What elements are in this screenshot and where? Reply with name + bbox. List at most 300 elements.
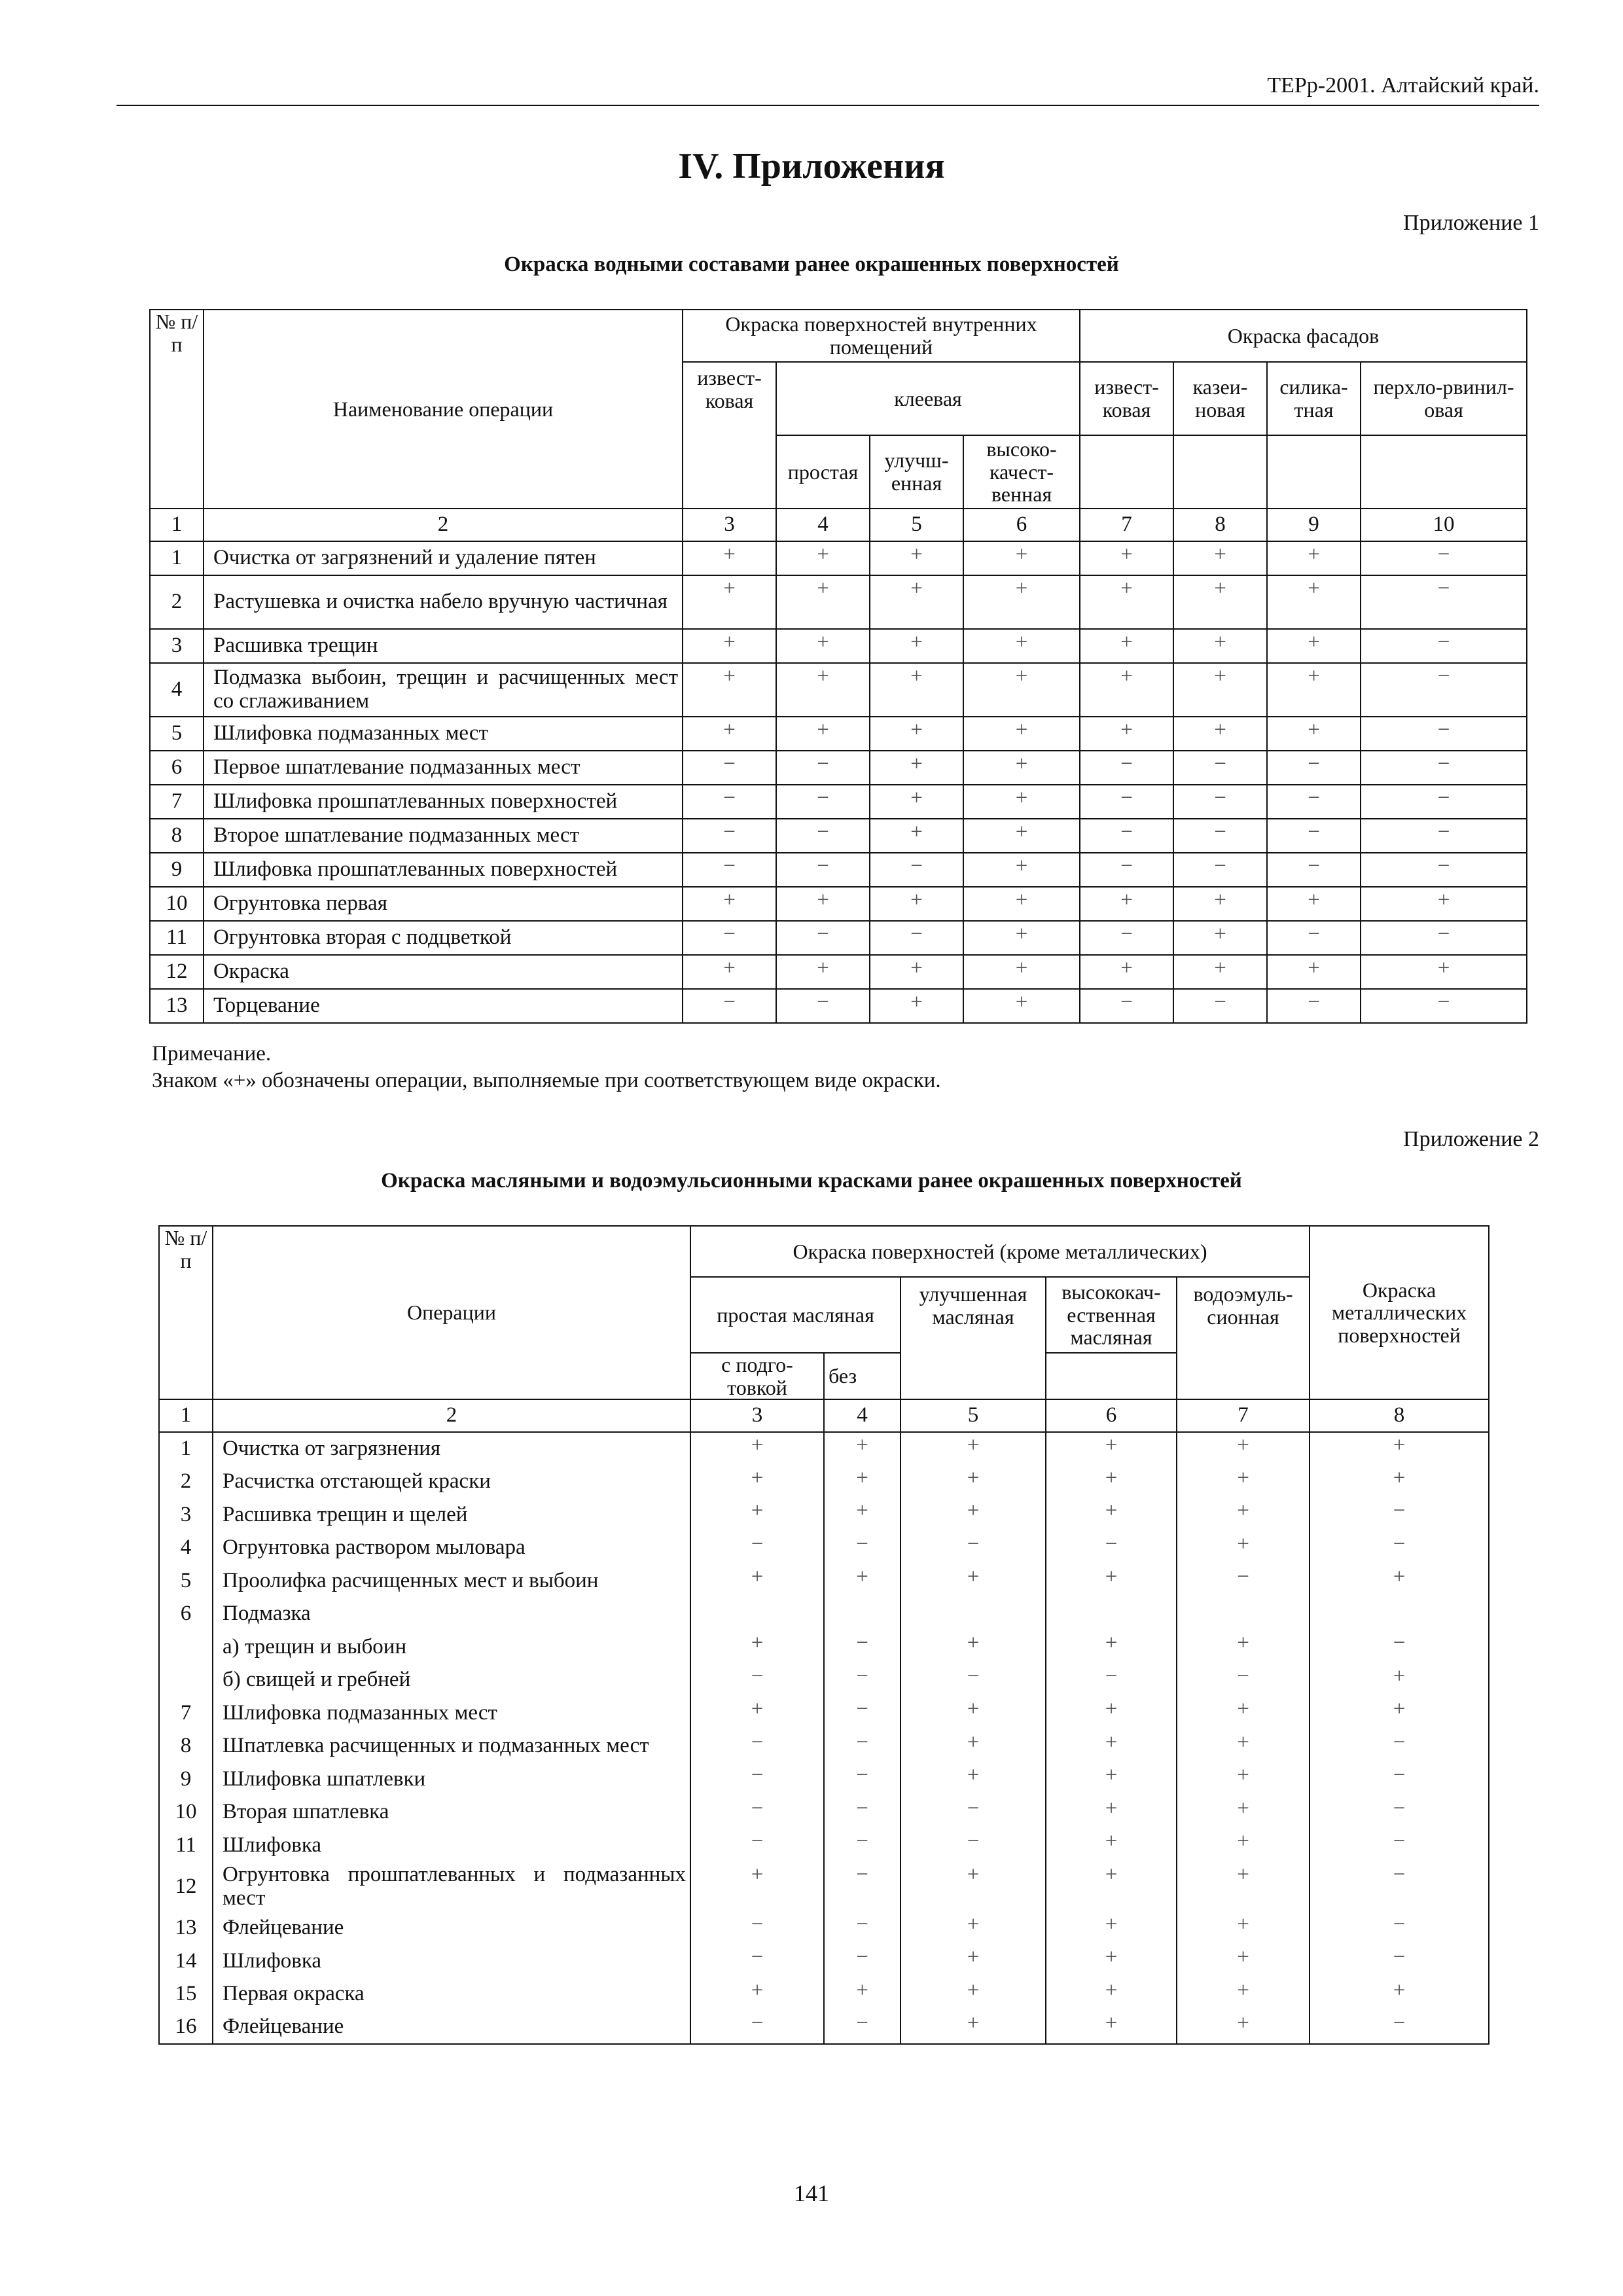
applicability-mark: + <box>870 629 963 663</box>
applicability-mark: + <box>1173 541 1267 575</box>
operations-header: Операции <box>213 1226 690 1399</box>
appendix-2-label: Приложение 2 <box>1403 1127 1539 1151</box>
improved-oil-header: улучшенная масляная <box>901 1277 1046 1399</box>
operation-name: Шлифовка подмазанных мест <box>213 1696 690 1730</box>
applicability-mark: − <box>776 853 870 887</box>
operation-name: Окраска <box>204 955 683 989</box>
applicability-mark: + <box>776 887 870 921</box>
applicability-mark: + <box>963 955 1080 989</box>
table-row <box>150 541 1527 575</box>
applicability-mark: + <box>1267 541 1361 575</box>
applicability-mark: + <box>1177 1945 1310 1978</box>
applicability-mark: + <box>901 1730 1046 1763</box>
applicability-mark: + <box>1310 1432 1489 1465</box>
applicability-mark <box>1046 1598 1177 1631</box>
applicability-mark: − <box>901 1796 1046 1829</box>
table-row <box>159 1796 1489 1829</box>
column-number: 3 <box>683 509 776 541</box>
applicability-mark: − <box>1310 1630 1489 1664</box>
applicability-mark: + <box>690 1432 824 1465</box>
table-row <box>150 921 1527 955</box>
applicability-mark: − <box>1267 785 1361 819</box>
table-row <box>159 1862 1489 1912</box>
applicability-mark: − <box>683 921 776 955</box>
applicability-mark: + <box>1177 1432 1310 1465</box>
empty-cell <box>1046 1353 1177 1399</box>
applicability-mark: + <box>901 1564 1046 1598</box>
applicability-mark: − <box>1177 1664 1310 1697</box>
applicability-mark: + <box>870 819 963 853</box>
high-oil-header: высококач-ественная масляная <box>1046 1277 1177 1353</box>
operation-name: Шлифовка <box>213 1829 690 1862</box>
row-number: 12 <box>150 955 204 989</box>
applicability-mark: + <box>901 1432 1046 1465</box>
applicability-mark: + <box>870 575 963 629</box>
applicability-mark: + <box>1267 575 1361 629</box>
applicability-mark: + <box>901 1630 1046 1664</box>
applicability-mark: + <box>963 751 1080 785</box>
row-number: 4 <box>159 1532 213 1565</box>
column-number: 10 <box>1361 509 1527 541</box>
table-row <box>150 853 1527 887</box>
improved-header: улучш-енная <box>870 435 963 509</box>
applicability-mark: − <box>690 1796 824 1829</box>
row-number: 9 <box>150 853 204 887</box>
column-number: 6 <box>1046 1399 1177 1432</box>
column-number: 2 <box>213 1399 690 1432</box>
table-row <box>159 1696 1489 1730</box>
operation-name: Шлифовка подмазанных мест <box>204 717 683 751</box>
appendix-1-title: Окраска водными составами ранее окрашенных поверхностей <box>504 253 1119 276</box>
applicability-mark: + <box>1046 2011 1177 2044</box>
applicability-mark: + <box>1177 1630 1310 1664</box>
applicability-mark: + <box>1046 1796 1177 1829</box>
row-number: 3 <box>159 1498 213 1532</box>
applicability-mark: + <box>963 785 1080 819</box>
applicability-mark: + <box>1046 1912 1177 1945</box>
column-number: 1 <box>150 509 204 541</box>
operation-name: Флейцевание <box>213 2011 690 2044</box>
header-rule <box>116 105 1539 106</box>
applicability-mark: − <box>1310 2011 1489 2044</box>
applicability-mark: + <box>963 853 1080 887</box>
applicability-mark: + <box>776 663 870 717</box>
row-number: 1 <box>159 1432 213 1465</box>
applicability-mark: + <box>776 541 870 575</box>
operation-name: Очистка от загрязнения <box>213 1432 690 1465</box>
applicability-mark: + <box>1177 1696 1310 1730</box>
empty-cell <box>1080 435 1173 509</box>
applicability-mark: − <box>824 1664 901 1697</box>
applicability-mark: − <box>1310 1763 1489 1796</box>
applicability-mark: − <box>1046 1532 1177 1565</box>
applicability-mark: + <box>683 717 776 751</box>
applicability-mark: + <box>1173 887 1267 921</box>
applicability-mark: − <box>1173 751 1267 785</box>
applicability-mark: + <box>1046 1763 1177 1796</box>
applicability-mark <box>1310 1598 1489 1631</box>
applicability-mark: + <box>690 1564 824 1598</box>
applicability-mark: + <box>1310 1978 1489 2011</box>
operation-name: Расшивка трещин и щелей <box>213 1498 690 1532</box>
applicability-mark: − <box>901 1664 1046 1697</box>
row-number: 15 <box>159 1978 213 2011</box>
applicability-mark: − <box>1361 989 1527 1023</box>
applicability-mark: + <box>870 751 963 785</box>
operation-name: Растушевка и очистка набело вручную частичная <box>204 575 683 629</box>
applicability-mark: + <box>1173 717 1267 751</box>
column-number-row <box>159 1399 1489 1432</box>
applicability-mark: − <box>776 989 870 1023</box>
row-number: 7 <box>150 785 204 819</box>
row-number: 8 <box>159 1730 213 1763</box>
row-number: 3 <box>150 629 204 663</box>
operation-name: Шпатлевка расчищенных и подмазанных мест <box>213 1730 690 1763</box>
water-emulsion-header: водоэмуль-сионная <box>1177 1277 1310 1399</box>
table-row <box>150 785 1527 819</box>
casein-header: казеи-новая <box>1173 362 1267 435</box>
applicability-mark: + <box>901 1498 1046 1532</box>
applicability-mark: + <box>690 1696 824 1730</box>
column-number: 4 <box>824 1399 901 1432</box>
applicability-mark: − <box>1173 819 1267 853</box>
row-number: 6 <box>150 751 204 785</box>
applicability-mark: + <box>1177 2011 1310 2044</box>
with-prep-header: с подго-товкой <box>690 1353 824 1399</box>
applicability-mark: + <box>1177 1796 1310 1829</box>
applicability-mark: − <box>1361 853 1527 887</box>
operation-name: Шлифовка прошпатлеванных поверхностей <box>204 785 683 819</box>
applicability-mark: + <box>1046 1862 1177 1912</box>
row-number: 10 <box>150 887 204 921</box>
operation-name: Второе шпатлевание подмазанных мест <box>204 819 683 853</box>
applicability-mark: + <box>901 1763 1046 1796</box>
column-number: 8 <box>1310 1399 1489 1432</box>
applicability-mark: + <box>1080 955 1173 989</box>
applicability-mark: + <box>1267 955 1361 989</box>
applicability-mark: − <box>824 1730 901 1763</box>
table-row <box>159 1829 1489 1862</box>
applicability-mark: + <box>1080 541 1173 575</box>
table-row <box>159 1630 1489 1664</box>
row-number: 8 <box>150 819 204 853</box>
operation-name: Огрунтовка раствором мыловара <box>213 1532 690 1565</box>
applicability-mark: − <box>1361 785 1527 819</box>
row-number: 2 <box>150 575 204 629</box>
applicability-mark: − <box>824 1829 901 1862</box>
num-header: № п/п <box>159 1226 213 1399</box>
applicability-mark: − <box>1361 575 1527 629</box>
applicability-mark: − <box>1080 921 1173 955</box>
applicability-mark: − <box>1310 1498 1489 1532</box>
applicability-mark: + <box>824 1465 901 1499</box>
applicability-mark: + <box>1267 717 1361 751</box>
table-row <box>150 955 1527 989</box>
operation-name: Очистка от загрязнений и удаление пятен <box>204 541 683 575</box>
applicability-mark: + <box>690 1465 824 1499</box>
applicability-mark: + <box>1177 1978 1310 2011</box>
applicability-mark <box>824 1598 901 1631</box>
applicability-mark: + <box>870 663 963 717</box>
row-number: 1 <box>150 541 204 575</box>
applicability-mark: − <box>1267 989 1361 1023</box>
operation-name: Проолифка расчищенных мест и выбоин <box>213 1564 690 1598</box>
applicability-mark: − <box>1173 853 1267 887</box>
applicability-mark: + <box>683 663 776 717</box>
empty-cell <box>1267 435 1361 509</box>
applicability-mark: + <box>901 2011 1046 2044</box>
applicability-mark: + <box>690 1630 824 1664</box>
applicability-mark: − <box>1361 921 1527 955</box>
applicability-mark: + <box>1177 1465 1310 1499</box>
applicability-mark: + <box>1361 955 1527 989</box>
applicability-mark: − <box>1310 1862 1489 1912</box>
applicability-mark: + <box>1080 663 1173 717</box>
applicability-mark: − <box>776 819 870 853</box>
note-text: Знаком «+» обозначены операции, выполняемые при соответствующем виде окраски. <box>152 1069 941 1092</box>
operation-name: Первое шпатлевание подмазанных мест <box>204 751 683 785</box>
applicability-mark: − <box>1361 751 1527 785</box>
applicability-mark: + <box>1046 1564 1177 1598</box>
operation-name: Подмазка <box>213 1598 690 1631</box>
applicability-mark: + <box>683 629 776 663</box>
applicability-mark: − <box>824 1796 901 1829</box>
applicability-mark: − <box>1080 751 1173 785</box>
applicability-mark: − <box>1267 819 1361 853</box>
applicability-mark: − <box>1173 989 1267 1023</box>
applicability-mark <box>901 1598 1046 1631</box>
applicability-mark: − <box>1267 921 1361 955</box>
table-row <box>159 1532 1489 1565</box>
applicability-mark: + <box>963 541 1080 575</box>
metal-header: Окраска металлических поверхностей <box>1310 1226 1489 1399</box>
applicability-mark: − <box>1310 1532 1489 1565</box>
table-row <box>150 819 1527 853</box>
applicability-mark: − <box>824 1912 901 1945</box>
note-title: Примечание. <box>152 1042 272 1066</box>
applicability-mark: − <box>1361 663 1527 717</box>
applicability-mark: + <box>1080 575 1173 629</box>
applicability-mark: + <box>1310 1664 1489 1697</box>
lime-interior-header: извест-ковая <box>683 362 776 509</box>
column-number: 5 <box>901 1399 1046 1432</box>
row-number: 5 <box>159 1564 213 1598</box>
applicability-mark: + <box>870 989 963 1023</box>
applicability-mark: + <box>901 1862 1046 1912</box>
applicability-mark: − <box>1310 1912 1489 1945</box>
column-number: 2 <box>204 509 683 541</box>
table-row <box>150 887 1527 921</box>
applicability-mark: − <box>824 1532 901 1565</box>
table-row <box>150 717 1527 751</box>
row-number: 13 <box>150 989 204 1023</box>
applicability-mark: + <box>824 1498 901 1532</box>
applicability-mark: − <box>1080 853 1173 887</box>
applicability-mark: + <box>1080 887 1173 921</box>
applicability-mark: − <box>690 1829 824 1862</box>
applicability-mark: + <box>1177 1763 1310 1796</box>
operation-name: Шлифовка <box>213 1945 690 1978</box>
perchlorovinyl-header: перхло-рвинил-овая <box>1361 362 1527 435</box>
operation-name: Первая окраска <box>213 1978 690 2011</box>
applicability-mark: + <box>963 663 1080 717</box>
appendix-1-label: Приложение 1 <box>1403 211 1539 235</box>
applicability-mark: + <box>963 819 1080 853</box>
applicability-mark: + <box>1173 955 1267 989</box>
table-row <box>159 2011 1489 2044</box>
column-number: 7 <box>1177 1399 1310 1432</box>
applicability-mark: + <box>1046 1465 1177 1499</box>
applicability-mark: + <box>690 1978 824 2011</box>
applicability-mark: + <box>1177 1498 1310 1532</box>
operation-name: Шлифовка прошпатлеванных поверхностей <box>204 853 683 887</box>
row-number: 7 <box>159 1696 213 1730</box>
applicability-mark: − <box>776 921 870 955</box>
column-number-row <box>150 509 1527 541</box>
applicability-mark: − <box>1177 1564 1310 1598</box>
glue-header: клеевая <box>776 362 1080 435</box>
appendix-1-table <box>149 309 1527 1024</box>
applicability-mark: − <box>690 1763 824 1796</box>
applicability-mark: − <box>824 1630 901 1664</box>
applicability-mark: + <box>690 1498 824 1532</box>
applicability-mark: + <box>1267 663 1361 717</box>
applicability-mark: − <box>690 1912 824 1945</box>
column-number: 4 <box>776 509 870 541</box>
without-header: без <box>824 1353 901 1399</box>
column-number: 9 <box>1267 509 1361 541</box>
empty-cell <box>1173 435 1267 509</box>
appendix-2-table <box>158 1225 1489 2045</box>
applicability-mark: + <box>870 541 963 575</box>
lime-facade-header: извест-ковая <box>1080 362 1173 435</box>
applicability-mark: − <box>690 1532 824 1565</box>
interior-header: Окраска поверхностей внутренних помещений <box>683 310 1080 362</box>
row-number: 13 <box>159 1912 213 1945</box>
nonmetal-header: Окраска поверхностей (кроме металлических) <box>690 1226 1310 1277</box>
applicability-mark: + <box>1173 575 1267 629</box>
table-row <box>159 1978 1489 2011</box>
applicability-mark: + <box>1046 1630 1177 1664</box>
applicability-mark: + <box>963 921 1080 955</box>
applicability-mark: + <box>1177 1730 1310 1763</box>
applicability-mark: − <box>824 1862 901 1912</box>
column-number: 1 <box>159 1399 213 1432</box>
operation-name: Огрунтовка первая <box>204 887 683 921</box>
row-number: 9 <box>159 1763 213 1796</box>
table-row <box>159 1763 1489 1796</box>
table-row <box>150 663 1527 717</box>
page-number: 141 <box>794 2180 829 2206</box>
applicability-mark: + <box>690 1862 824 1912</box>
applicability-mark <box>1177 1598 1310 1631</box>
row-number: 16 <box>159 2011 213 2044</box>
applicability-mark: + <box>1361 887 1527 921</box>
row-number: 6 <box>159 1598 213 1631</box>
applicability-mark: + <box>963 629 1080 663</box>
applicability-mark: + <box>1046 1432 1177 1465</box>
row-number: 10 <box>159 1796 213 1829</box>
applicability-mark: + <box>683 541 776 575</box>
applicability-mark: + <box>963 717 1080 751</box>
operation-name: Расчистка отстающей краски <box>213 1465 690 1499</box>
table-row <box>159 1730 1489 1763</box>
applicability-mark: − <box>690 1730 824 1763</box>
applicability-mark: − <box>1267 751 1361 785</box>
applicability-mark: + <box>963 575 1080 629</box>
row-number: 4 <box>150 663 204 717</box>
applicability-mark: − <box>690 1664 824 1697</box>
table-row <box>159 1945 1489 1978</box>
applicability-mark: − <box>683 785 776 819</box>
applicability-mark: − <box>1080 989 1173 1023</box>
applicability-mark: + <box>683 575 776 629</box>
operation-name: Огрунтовка вторая с подцветкой <box>204 921 683 955</box>
applicability-mark: − <box>1046 1664 1177 1697</box>
applicability-mark: + <box>870 717 963 751</box>
table-row <box>159 1465 1489 1499</box>
row-number: 12 <box>159 1862 213 1912</box>
applicability-mark: + <box>1046 1696 1177 1730</box>
applicability-mark: + <box>1267 887 1361 921</box>
column-number: 5 <box>870 509 963 541</box>
table-row <box>159 1432 1489 1465</box>
applicability-mark: + <box>1310 1564 1489 1598</box>
applicability-mark: + <box>824 1432 901 1465</box>
facades-header: Окраска фасадов <box>1080 310 1527 362</box>
operation-name: Шлифовка шпатлевки <box>213 1763 690 1796</box>
simple-oil-header: простая масляная <box>690 1277 901 1353</box>
applicability-mark: − <box>870 921 963 955</box>
applicability-mark: − <box>1361 629 1527 663</box>
running-header: ТЕРр-2001. Алтайский край. <box>1267 73 1539 98</box>
applicability-mark: + <box>776 717 870 751</box>
applicability-mark: + <box>1046 1829 1177 1862</box>
operation-name: Вторая шпатлевка <box>213 1796 690 1829</box>
applicability-mark: + <box>1177 1912 1310 1945</box>
row-number: 11 <box>159 1829 213 1862</box>
table-row <box>159 1498 1489 1532</box>
applicability-mark: − <box>901 1829 1046 1862</box>
applicability-mark: + <box>963 887 1080 921</box>
applicability-mark: − <box>1361 717 1527 751</box>
applicability-mark: + <box>1310 1465 1489 1499</box>
table-row <box>150 629 1527 663</box>
applicability-mark: − <box>683 751 776 785</box>
applicability-mark: + <box>1046 1978 1177 2011</box>
applicability-mark: − <box>1310 1829 1489 1862</box>
applicability-mark: − <box>1173 785 1267 819</box>
applicability-mark: + <box>1173 629 1267 663</box>
operation-name: Подмазка выбоин, трещин и расчищенных мест со сглаживанием <box>204 663 683 717</box>
applicability-mark: + <box>1173 663 1267 717</box>
applicability-mark: + <box>870 887 963 921</box>
operation-name: б) свищей и гребней <box>213 1664 690 1697</box>
applicability-mark: + <box>1080 717 1173 751</box>
applicability-mark: + <box>824 1978 901 2011</box>
applicability-mark: − <box>1361 819 1527 853</box>
column-number: 7 <box>1080 509 1173 541</box>
applicability-mark: − <box>824 1945 901 1978</box>
table-row <box>159 1598 1489 1631</box>
table-row <box>150 751 1527 785</box>
applicability-mark: − <box>690 1945 824 1978</box>
simple-header: простая <box>776 435 870 509</box>
applicability-mark: − <box>1310 1730 1489 1763</box>
applicability-mark: + <box>901 1696 1046 1730</box>
applicability-mark: − <box>776 751 870 785</box>
applicability-mark: + <box>683 887 776 921</box>
